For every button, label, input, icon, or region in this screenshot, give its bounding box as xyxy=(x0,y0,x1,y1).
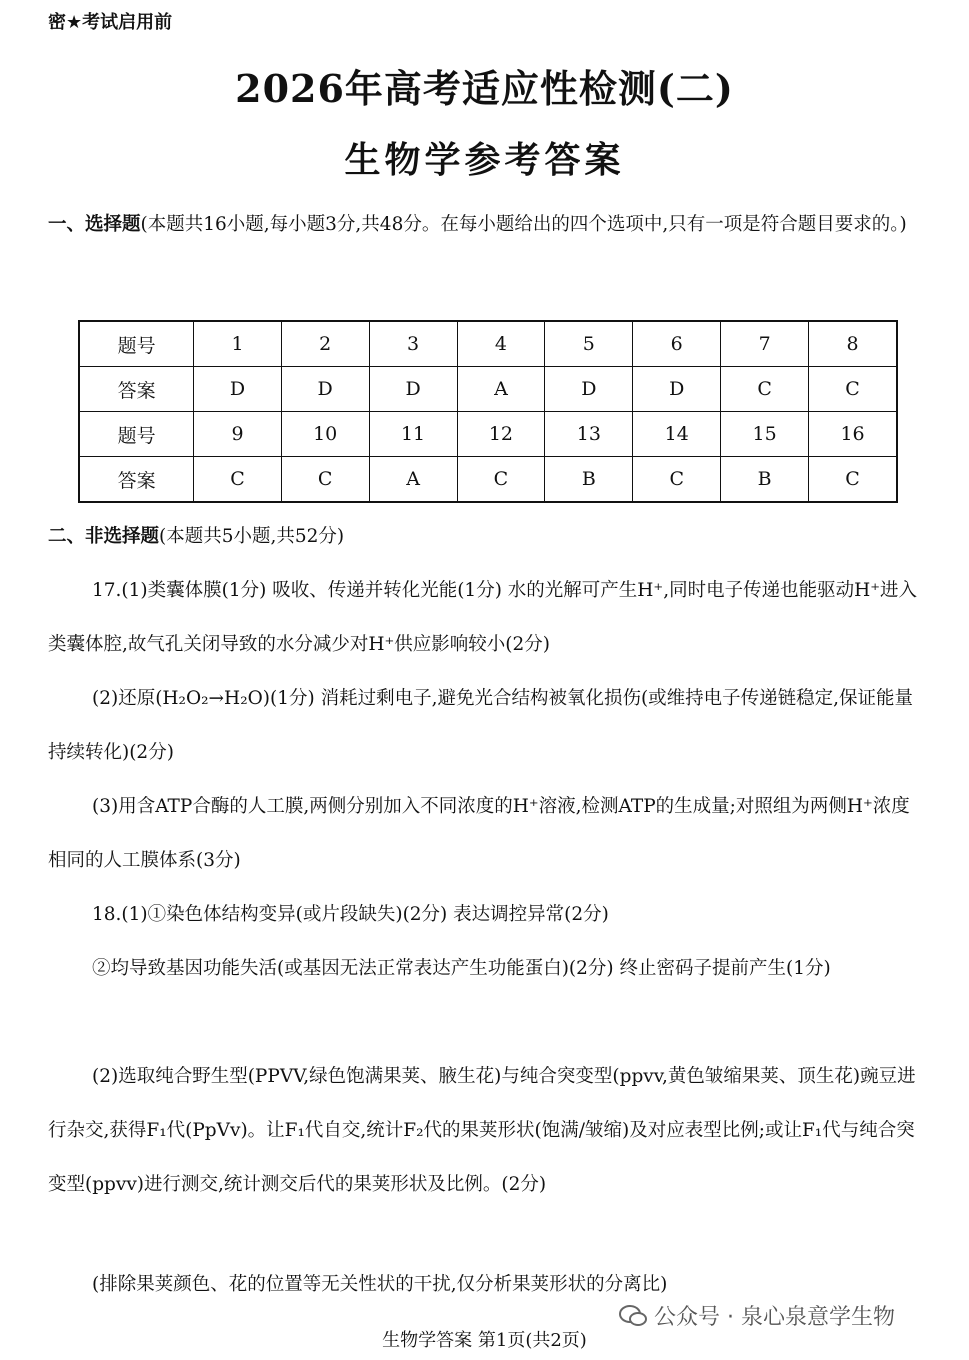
table-cell: 10 xyxy=(281,412,369,457)
table-cell: D xyxy=(281,367,369,412)
table-cell: D xyxy=(633,367,721,412)
q18-note: (排除果荚颜色、花的位置等无关性状的干扰,仅分析果荚形状的分离比) xyxy=(92,1274,668,1295)
section2-label: 二、非选择题 xyxy=(48,526,160,547)
table-row xyxy=(79,412,897,457)
q17-part3: (3)用含ATP合酶的人工膜,两侧分别加入不同浓度的H⁺溶液,检测ATP的生成量;对照组为两侧H⁺浓度相同的人工膜体系(3分) xyxy=(48,796,910,871)
secret-mark: 密★考试启用前 xyxy=(48,12,173,33)
q17-part1: 17.(1)类囊体膜(1分) 吸收、传递并转化光能(1分) 水的光解可产生H⁺,同时电子传递也能驱动H⁺进入类囊体腔,故气孔关闭导致的水分减少对H⁺供应影响较小(2分) xyxy=(48,580,917,655)
table-cell: 12 xyxy=(457,412,545,457)
table-row xyxy=(79,457,897,503)
table-cell: 6 xyxy=(633,321,721,367)
table-cell: C xyxy=(194,457,281,503)
q17-part2: (2)还原(H₂O₂→H₂O)(1分) 消耗过剩电子,避免光合结构被氧化损伤(或维持电子传递链稳定,保证能量持续转化)(2分) xyxy=(48,688,914,763)
page-footer: 生物学答案 第1页(共2页) xyxy=(382,1330,587,1351)
table-cell: 1 xyxy=(194,321,281,367)
table-row-label: 题号 xyxy=(79,321,194,367)
table-cell: 16 xyxy=(809,412,897,457)
table-cell: B xyxy=(721,457,809,503)
table-cell: C xyxy=(721,367,809,412)
table-row xyxy=(79,367,897,412)
section1-label: 一、选择题 xyxy=(48,214,141,235)
section2-desc: (本题共5小题,共52分) xyxy=(159,526,345,547)
table-cell: 13 xyxy=(545,412,633,457)
table-cell: C xyxy=(809,457,897,503)
table-cell: A xyxy=(369,457,457,503)
table-cell: C xyxy=(281,457,369,503)
table-cell: C xyxy=(633,457,721,503)
table-cell: D xyxy=(545,367,633,412)
section1-desc: (本题共16小题,每小题3分,共48分。在每小题给出的四个选项中,只有一项是符合题目要求的。) xyxy=(140,214,907,235)
table-cell: 4 xyxy=(457,321,545,367)
answer-table xyxy=(78,320,898,503)
table-cell: A xyxy=(457,367,545,412)
section1-intro xyxy=(48,198,928,252)
watermark-text: 公众号 · 泉心泉意学生物 xyxy=(654,1305,895,1330)
page-title: 2026年高考适应性检测(二) xyxy=(235,66,734,111)
table-cell: C xyxy=(457,457,545,503)
table-cell: B xyxy=(545,457,633,503)
table-cell: D xyxy=(369,367,457,412)
table-cell: 9 xyxy=(194,412,281,457)
table-row-label: 答案 xyxy=(79,367,194,412)
table-row-label: 答案 xyxy=(79,457,194,503)
table-cell: D xyxy=(194,367,281,412)
q18-part1: 18.(1)①染色体结构变异(或片段缺失)(2分) 表达调控异常(2分) xyxy=(92,904,609,925)
table-cell: 7 xyxy=(721,321,809,367)
table-row-label: 题号 xyxy=(79,412,194,457)
table-cell: 15 xyxy=(721,412,809,457)
table-cell: 14 xyxy=(633,412,721,457)
table-cell: C xyxy=(809,367,897,412)
table-cell: 11 xyxy=(369,412,457,457)
table-row xyxy=(79,321,897,367)
section2-intro xyxy=(48,510,928,564)
table-cell: 5 xyxy=(545,321,633,367)
table-cell: 3 xyxy=(369,321,457,367)
table-cell: 2 xyxy=(281,321,369,367)
table-cell: 8 xyxy=(809,321,897,367)
wechat-icon xyxy=(618,1304,648,1328)
q18-part2: ②均导致基因功能失活(或基因无法正常表达产生功能蛋白)(2分) 终止密码子提前产生(1分) xyxy=(92,958,831,979)
page-subtitle: 生物学参考答案 xyxy=(344,140,625,181)
q18-part3: (2)选取纯合野生型(PPVV,绿色饱满果荚、腋生花)与纯合突变型(ppvv,黄色皱缩果荚、顶生花)豌豆进行杂交,获得F₁代(PpVv)。让F₁代自交,统计F₂代的果荚形状(饱满/皱缩)及对应表型比例;或让F₁代与纯合突变型(ppvv)进行测交,统计测交后代的果荚形状及比例。(2分) xyxy=(48,1066,916,1195)
